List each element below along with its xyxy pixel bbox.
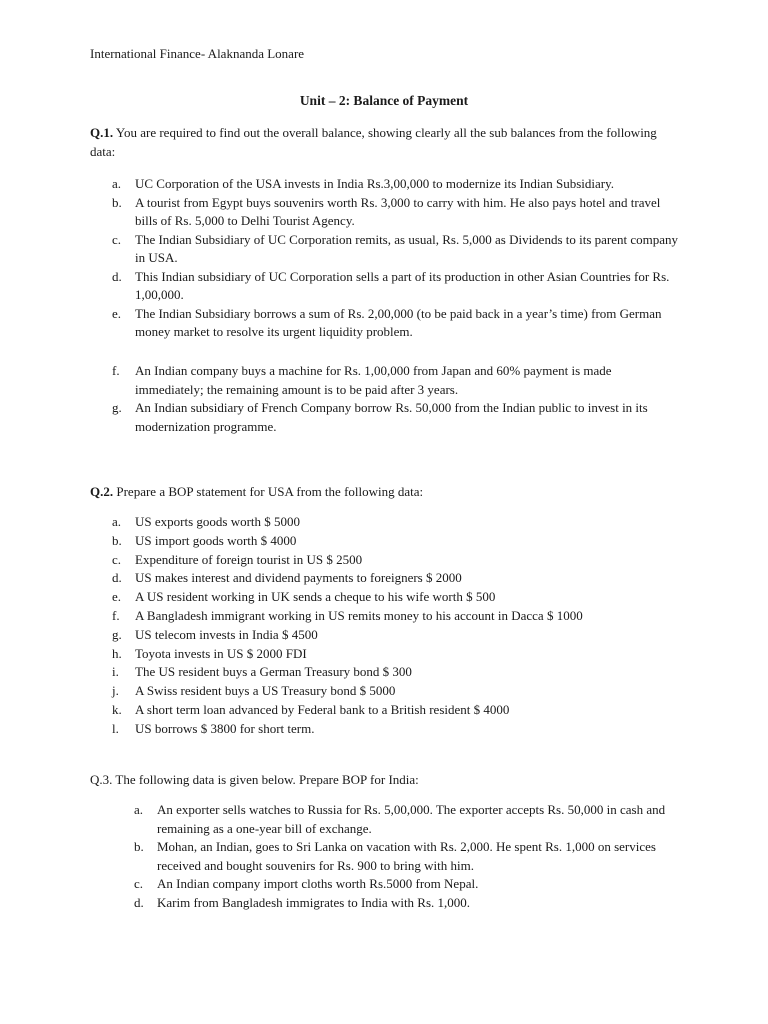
list-item-text: Mohan, an Indian, goes to Sri Lanka on vacation with Rs. 2,000. He spent Rs. 1,000 on services received and bought souvenirs for Rs. 900 to bring with him. [157, 839, 656, 873]
list-item [90, 175, 680, 194]
list-marker: f. [112, 363, 120, 378]
list-item [90, 607, 680, 626]
list-item-text: The Indian Subsidiary of UC Corporation remits, as usual, Rs. 5,000 as Dividends to its parent company in USA. [135, 231, 679, 265]
list-item-text: A tourist from Egypt buys souvenirs worth Rs. 3,000 to carry with him. He also pays hotel and travel bills of Rs. 5,000 to Delhi Tourist Agency. [135, 194, 661, 228]
question-2-text: Prepare a BOP statement for USA from the following data: [113, 484, 424, 499]
list-marker: c. [112, 551, 122, 567]
list-item [90, 663, 680, 682]
question-2-number: Q.2. [90, 484, 114, 499]
list-item [112, 801, 672, 838]
list-item [112, 894, 672, 913]
list-item-text: Toyota invests in US $ 2000 FDI [135, 645, 307, 661]
list-item-text: US makes interest and dividend payments to foreigners $ 2000 [135, 570, 462, 586]
list-marker: b. [112, 532, 122, 548]
list-item-text: A Swiss resident buys a US Treasury bond $ 5000 [135, 683, 396, 699]
list-item-text: Karim from Bangladesh immigrates to India with Rs. 1,000. [157, 894, 471, 910]
list-marker: c. [134, 876, 144, 891]
list-item-text: US telecom invests in India $ 4500 [135, 626, 318, 642]
list-item [90, 231, 680, 268]
list-item-text: US import goods worth $ 4000 [135, 532, 297, 548]
list-item [90, 626, 680, 645]
list-item [90, 513, 680, 532]
list-item [90, 362, 680, 399]
list-item-text: The Indian Subsidiary borrows a sum of Rs. 2,00,000 (to be paid back in a year’s time) from German money market to resolve its urgent liquidity problem. [135, 305, 662, 339]
question-3-text: Q.3. The following data is given below. Prepare BOP for India: [90, 772, 419, 787]
list-item [90, 399, 680, 436]
list-item [112, 838, 672, 875]
question-2-list [90, 513, 680, 739]
list-item [90, 551, 680, 570]
question-3-list [112, 801, 672, 912]
list-item-text: A US resident working in UK sends a cheque to his wife worth $ 500 [135, 589, 496, 605]
list-item-text: A short term loan advanced by Federal bank to a British resident $ 4000 [135, 701, 510, 717]
list-item [90, 588, 680, 607]
question-1-text: You are required to find out the overall balance, showing clearly all the sub balances from the following data: [90, 125, 657, 159]
list-item-text: A Bangladesh immigrant working in US remits money to his account in Dacca $ 1000 [135, 607, 583, 623]
list-marker: g. [112, 626, 122, 642]
list-item-text: UC Corporation of the USA invests in India Rs.3,00,000 to modernize its Indian Subsidiary. [135, 176, 615, 191]
list-marker: b. [112, 194, 122, 210]
list-item [90, 701, 680, 720]
list-marker: c. [112, 231, 122, 247]
list-item [90, 194, 680, 231]
list-marker: e. [112, 305, 122, 321]
list-item [90, 532, 680, 551]
list-marker: j. [112, 683, 119, 699]
question-3 [90, 771, 680, 790]
list-item [90, 305, 680, 342]
list-marker: g. [112, 400, 122, 415]
list-marker: i. [112, 664, 119, 680]
list-item [112, 875, 672, 894]
list-item [90, 645, 680, 664]
list-item-text: The US resident buys a German Treasury bond $ 300 [135, 664, 412, 680]
list-item-text: Expenditure of foreign tourist in US $ 2500 [135, 551, 363, 567]
list-marker: d. [134, 894, 144, 910]
list-item-text: An Indian company import cloths worth Rs.5000 from Nepal. [157, 876, 479, 891]
list-item [90, 569, 680, 588]
list-item-text: An Indian company buys a machine for Rs. 1,00,000 from Japan and 60% payment is made immediately; the remaining amount is to be paid after 3 years. [135, 363, 612, 397]
document-header: International Finance- Alaknanda Lonare [90, 46, 305, 61]
question-1 [90, 124, 680, 161]
list-marker: a. [134, 802, 144, 817]
list-marker: b. [134, 839, 144, 854]
list-item-text: US exports goods worth $ 5000 [135, 514, 301, 529]
list-item-text: An exporter sells watches to Russia for Rs. 5,00,000. The exporter accepts Rs. 50,000 in cash and remaining as a one-year bill of exchange. [157, 802, 666, 836]
list-item [90, 682, 680, 701]
unit-title-text: Unit – 2: Balance of Payment [299, 93, 469, 108]
question-1-list-continued [90, 362, 680, 436]
list-marker: a. [112, 514, 122, 529]
list-marker: h. [112, 645, 122, 661]
list-item-text: This Indian subsidiary of UC Corporation sells a part of its production in other Asian Countries for Rs. 1,00,000. [135, 268, 670, 302]
list-marker: l. [112, 720, 119, 736]
list-marker: d. [112, 570, 122, 586]
question-1-number: Q.1. [90, 125, 114, 140]
list-item-text: An Indian subsidiary of French Company borrow Rs. 50,000 from the Indian public to invest in its modernization programme. [135, 400, 648, 434]
question-2 [90, 483, 680, 502]
question-1-list [90, 175, 680, 342]
list-marker: k. [112, 701, 122, 717]
list-item-text: US borrows $ 3800 for short term. [135, 720, 315, 736]
list-marker: f. [112, 607, 120, 623]
list-item [90, 268, 680, 305]
list-marker: e. [112, 589, 122, 605]
unit-title [0, 93, 768, 109]
list-item [90, 720, 680, 739]
list-marker: d. [112, 268, 122, 284]
list-marker: a. [112, 176, 122, 191]
